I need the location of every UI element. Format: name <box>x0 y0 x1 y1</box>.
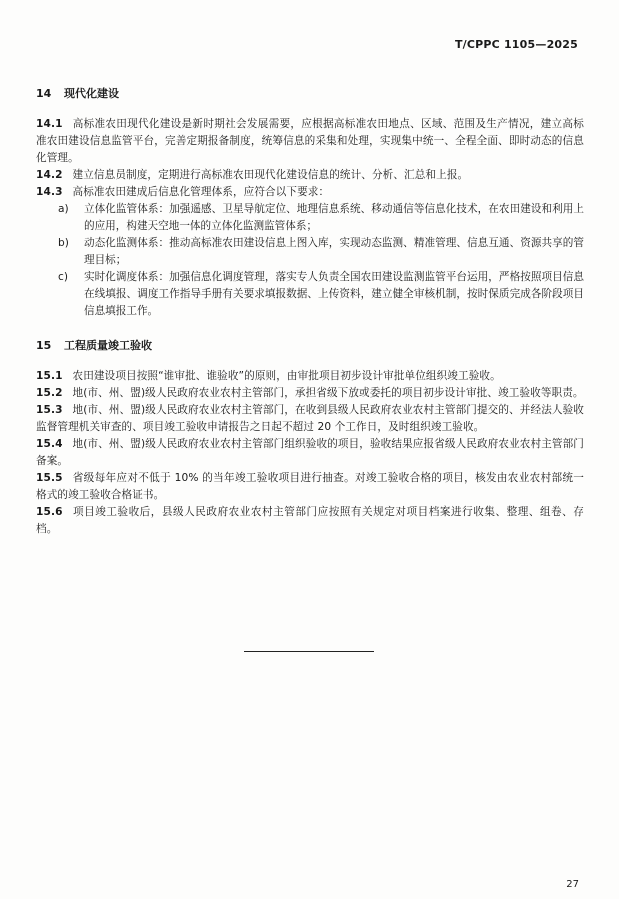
clause-number: 15.3 <box>36 404 63 416</box>
clause-text: 地(市、州、盟)级人民政府农业农村主管部门，承担省级下放或委托的项目初步设计审批、竣工验收等职责。 <box>72 387 584 399</box>
clause-14-1 <box>36 116 584 167</box>
list-item-text: 动态化监测体系：推动高标准农田建设信息上图入库，实现动态监测、精准管理、信息互通、资源共享的管理目标； <box>84 237 584 266</box>
clause-15-6 <box>36 504 584 538</box>
clause-15-3 <box>36 402 584 436</box>
clause-15-5 <box>36 470 584 504</box>
clause-number: 14.2 <box>36 169 63 181</box>
clause-14-2 <box>36 167 584 184</box>
end-of-document-rule <box>244 651 374 652</box>
clause-number: 15.4 <box>36 438 63 450</box>
list-item-b <box>36 235 584 269</box>
page-number: 27 <box>566 879 579 890</box>
list-marker: a) <box>58 203 69 215</box>
clause-15-2 <box>36 385 584 402</box>
document-body <box>36 86 584 538</box>
section-title: 现代化建设 <box>64 87 119 100</box>
clause-text: 高标准农田现代化建设是新时期社会发展需要，应根据高标准农田地点、区域、范围及生产情况，建立高标准农田建设信息监管平台，完善定期报备制度，统筹信息的采集和处理，实现集中统一、全程全面、即时动态的信息化管理。 <box>36 118 584 164</box>
clause-text: 高标准农田建成后信息化管理体系，应符合以下要求： <box>72 186 330 198</box>
clause-text: 地(市、州、盟)级人民政府农业农村主管部门，在收到县级人民政府农业农村主管部门提交的、并经法人验收监督管理机关审查的、项目竣工验收申请报告之日起不超过 20 个工作日，及时组织竣工验收。 <box>36 404 584 433</box>
section-title: 工程质量竣工验收 <box>64 339 152 352</box>
clause-text: 地(市、州、盟)级人民政府农业农村主管部门组织验收的项目，验收结果应报省级人民政府农业农村主管部门备案。 <box>36 438 584 467</box>
section-number: 14 <box>36 87 52 100</box>
clause-14-3 <box>36 184 584 201</box>
clause-text: 省级每年应对不低于 10% 的当年竣工验收项目进行抽查。对竣工验收合格的项目，核发由农业农村部统一格式的竣工验收合格证书。 <box>36 472 584 501</box>
clause-number: 15.1 <box>36 370 63 382</box>
list-item-text: 立体化监管体系：加强遥感、卫星导航定位、地理信息系统、移动通信等信息化技术，在农田建设和利用上的应用，构建天空地一体的立体化监测监管体系； <box>84 203 584 232</box>
clause-number: 14.1 <box>36 118 63 130</box>
clause-15-4 <box>36 436 584 470</box>
section-number: 15 <box>36 339 52 352</box>
list-marker: b) <box>58 237 69 249</box>
clause-number: 15.2 <box>36 387 63 399</box>
clause-text: 农田建设项目按照“谁审批、谁验收”的原则，由审批项目初步设计审批单位组织竣工验收。 <box>72 370 501 382</box>
section-14-heading <box>36 86 584 102</box>
list-marker: c) <box>58 271 68 283</box>
clause-number: 15.6 <box>36 506 63 518</box>
clause-number: 15.5 <box>36 472 63 484</box>
clause-number: 14.3 <box>36 186 63 198</box>
clause-15-1 <box>36 368 584 385</box>
section-15-heading <box>36 338 584 354</box>
document-code: T/CPPC 1105—2025 <box>454 38 578 51</box>
list-item-c <box>36 269 584 320</box>
list-item-a <box>36 201 584 235</box>
clause-text: 建立信息员制度，定期进行高标准农田现代化建设信息的统计、分析、汇总和上报。 <box>72 169 469 181</box>
list-item-text: 实时化调度体系：加强信息化调度管理，落实专人负责全国农田建设监测监管平台运用，严格按照项目信息在线填报、调度工作指导手册有关要求填报数据、上传资料，建立健全审核机制，按时保质完成各阶段项目信息填报工作。 <box>84 271 584 317</box>
clause-text: 项目竣工验收后，县级人民政府农业农村主管部门应按照有关规定对项目档案进行收集、整理、组卷、存档。 <box>36 506 584 535</box>
